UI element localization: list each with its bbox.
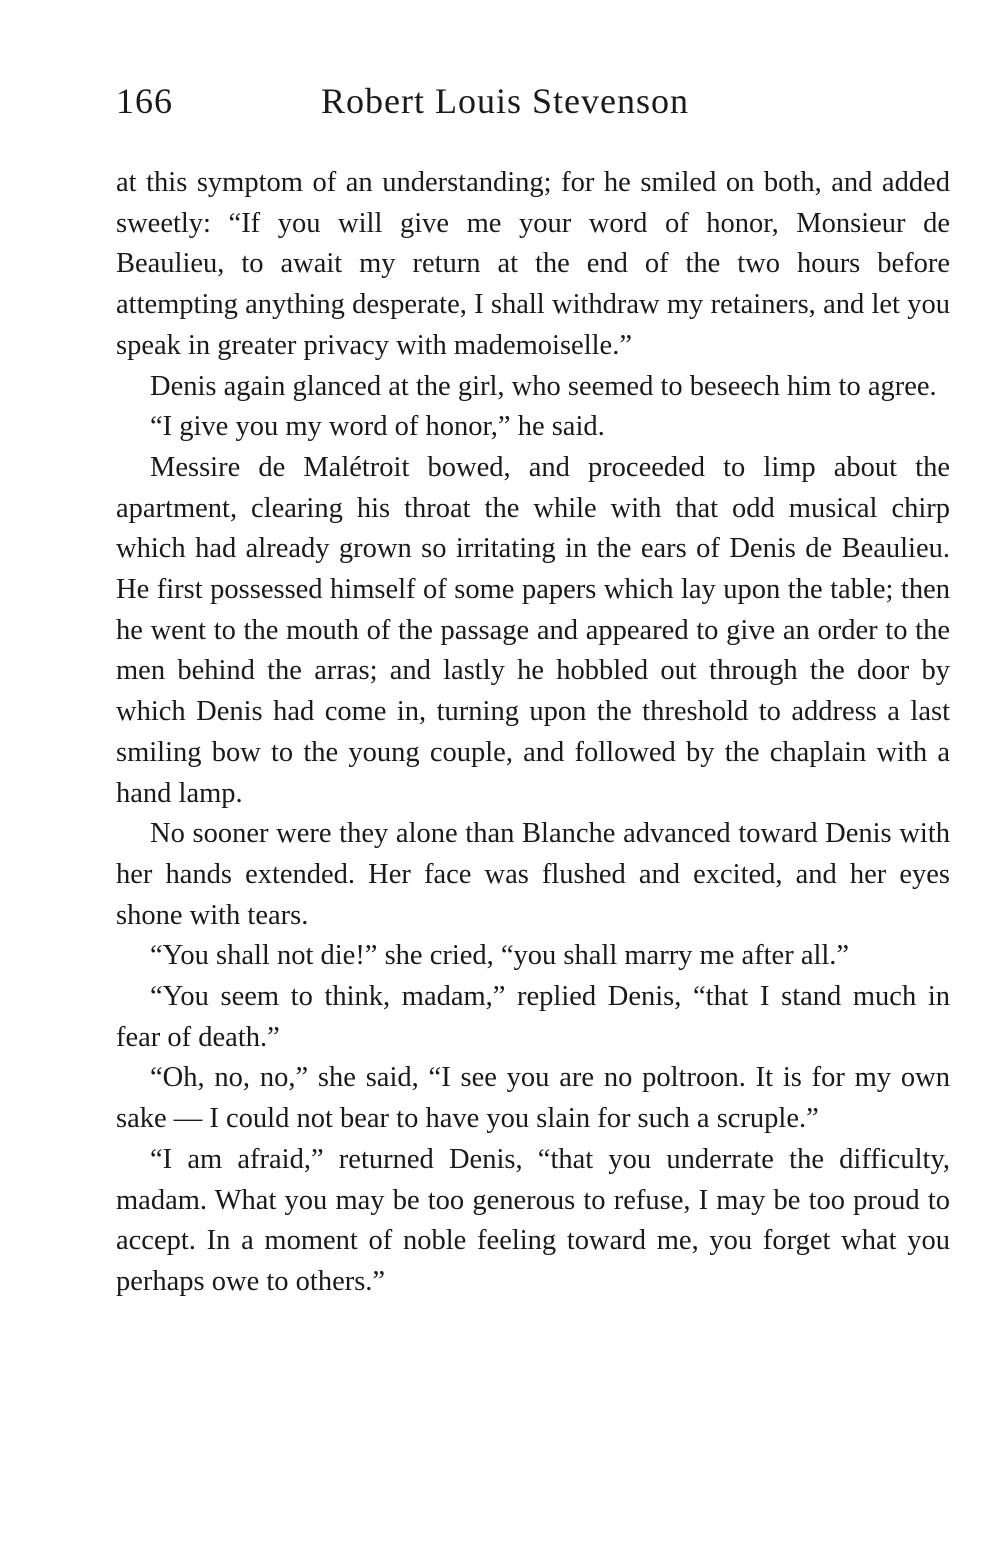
paragraph: “You shall not die!” she cried, “you shall marry me after all.” bbox=[150, 940, 850, 972]
body-text bbox=[116, 163, 950, 1303]
paragraph: “I am afraid,” returned Denis, “that you underrate the difficulty, madam. What you may be too generous to refuse, I may be too proud to accept. In a moment of noble feeling toward me, you forget what you perhaps owe to others.” bbox=[116, 1143, 950, 1297]
paragraph: “Oh, no, no,” she said, “I see you are no poltroon. It is for my own sake — I could not bear to have you slain for such a scruple.” bbox=[116, 1062, 950, 1135]
paragraph: at this symptom of an understanding; for he smiled on both, and added sweetly: “If you will give me your word of honor, Monsieur de Beaulieu, to await my return at the end of the two hours before attempting anything desperate, I shall withdraw my retainers, and let you speak in greater privacy with mademoiselle.” bbox=[116, 167, 950, 361]
running-title: Robert Louis Stevenson bbox=[321, 81, 689, 121]
paragraph: No sooner were they alone than Blanche advanced toward Denis with her hands extended. Her face was flushed and excited, and her eyes shone with tears. bbox=[116, 818, 950, 931]
page-header bbox=[116, 80, 950, 130]
page-number: 166 bbox=[116, 81, 173, 121]
paragraph: “I give you my word of honor,” he said. bbox=[150, 411, 605, 443]
paragraph: Messire de Malétroit bowed, and proceeded to limp about the apartment, clearing his throat the while with that odd musical chirp which had already grown so irritating in the ears of Denis de Beaulieu. He first possessed himself of some papers which lay upon the table; then he went to the mouth of the passage and appeared to give an order to the men behind the arras; and lastly he hobbled out through the door by which Denis had come in, turning upon the threshold to address a last smiling bow to the young couple, and followed by the chaplain with a hand lamp. bbox=[116, 451, 950, 809]
paragraph: “You seem to think, madam,” replied Denis, “that I stand much in fear of death.” bbox=[116, 981, 950, 1053]
paragraph: Denis again glanced at the girl, who seemed to beseech him to agree. bbox=[150, 370, 937, 402]
